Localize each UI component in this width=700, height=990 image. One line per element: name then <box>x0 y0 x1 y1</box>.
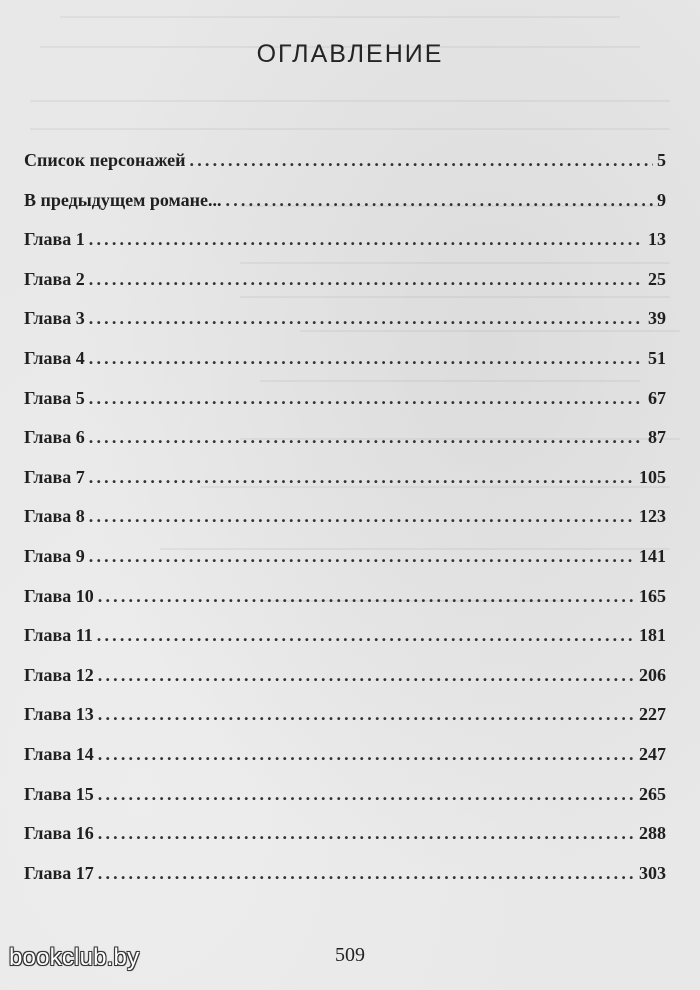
toc-leader-dots <box>98 863 635 884</box>
toc-leader-dots <box>89 388 644 409</box>
toc-entry-label: Глава 11 <box>24 625 93 646</box>
toc-entry <box>22 427 666 467</box>
toc-entry-page: 141 <box>639 545 666 566</box>
toc-leader-dots <box>226 190 653 211</box>
toc-entry-label: Список персонажей <box>24 150 186 170</box>
toc-entry-page: 105 <box>639 466 666 487</box>
toc-entry-page: 123 <box>639 506 666 527</box>
toc-entry <box>22 229 666 269</box>
toc-entry-page: 13 <box>648 229 666 250</box>
toc-leader-dots <box>98 704 635 725</box>
toc-entry <box>22 388 666 428</box>
toc-entry-label: Глава 16 <box>24 823 94 844</box>
toc-leader-dots <box>98 823 635 844</box>
toc-entry <box>22 308 666 348</box>
toc-leader-dots <box>98 744 635 765</box>
toc-entry <box>22 625 666 665</box>
toc-entry-page: 181 <box>639 625 666 646</box>
toc-entry-page: 227 <box>639 704 666 725</box>
toc-entry-page: 288 <box>639 823 666 844</box>
table-of-contents <box>22 150 666 902</box>
toc-entry-label: Глава 1 <box>24 229 85 250</box>
toc-entry-label: Глава 17 <box>24 862 94 883</box>
toc-entry <box>22 269 666 309</box>
toc-entry <box>22 546 666 586</box>
toc-entry-label: Глава 6 <box>24 427 85 448</box>
toc-entry <box>22 190 666 230</box>
toc-leader-dots <box>89 308 644 329</box>
toc-entry-page: 25 <box>648 268 666 289</box>
toc-leader-dots <box>98 784 635 805</box>
toc-entry-page: 247 <box>639 743 666 764</box>
toc-entry-page: 51 <box>648 347 666 368</box>
toc-entry-page: 303 <box>639 862 666 883</box>
page-number: 509 <box>335 944 365 966</box>
page-title: ОГЛАВЛЕНИЕ <box>256 40 444 68</box>
toc-entry-label: Глава 14 <box>24 743 94 764</box>
toc-leader-dots <box>89 427 644 448</box>
toc-entry <box>22 506 666 546</box>
toc-leader-dots <box>89 467 635 488</box>
toc-leader-dots <box>98 586 635 607</box>
toc-entry <box>22 467 666 507</box>
toc-entry-page: 5 <box>657 150 666 170</box>
toc-entry-label: Глава 4 <box>24 347 85 368</box>
toc-entry-label: Глава 8 <box>24 506 85 527</box>
toc-entry-label: Глава 2 <box>24 268 85 289</box>
toc-entry <box>22 744 666 784</box>
toc-entry-page: 67 <box>648 387 666 408</box>
toc-entry-label: Глава 7 <box>24 466 85 487</box>
toc-entry <box>22 348 666 388</box>
toc-entry-label: Глава 15 <box>24 783 94 804</box>
toc-entry <box>22 784 666 824</box>
toc-entry-page: 165 <box>639 585 666 606</box>
toc-entry-label: Глава 12 <box>24 664 94 685</box>
toc-entry-label: Глава 10 <box>24 585 94 606</box>
watermark: bookclub.by <box>9 944 140 971</box>
toc-leader-dots <box>97 625 635 646</box>
toc-leader-dots <box>89 269 644 290</box>
toc-entry <box>22 863 666 903</box>
toc-entry-page: 265 <box>639 783 666 804</box>
toc-leader-dots <box>89 546 635 567</box>
toc-entry-page: 9 <box>657 189 666 210</box>
toc-entry-label: Глава 3 <box>24 308 85 329</box>
toc-entry <box>22 150 666 190</box>
toc-entry-label: Глава 9 <box>24 545 85 566</box>
toc-leader-dots <box>89 506 635 527</box>
toc-entry-label: Глава 13 <box>24 704 94 725</box>
toc-entry-label: Глава 5 <box>24 387 85 408</box>
toc-leader-dots <box>89 348 644 369</box>
toc-entry <box>22 586 666 626</box>
toc-entry <box>22 665 666 705</box>
toc-leader-dots <box>190 150 653 171</box>
toc-leader-dots <box>98 665 635 686</box>
toc-entry-label: В предыдущем романе... <box>24 189 222 210</box>
toc-entry-page: 87 <box>648 427 666 448</box>
toc-entry-page: 39 <box>648 308 666 329</box>
toc-entry <box>22 823 666 863</box>
toc-leader-dots <box>89 229 644 250</box>
toc-entry <box>22 704 666 744</box>
toc-entry-page: 206 <box>639 664 666 685</box>
